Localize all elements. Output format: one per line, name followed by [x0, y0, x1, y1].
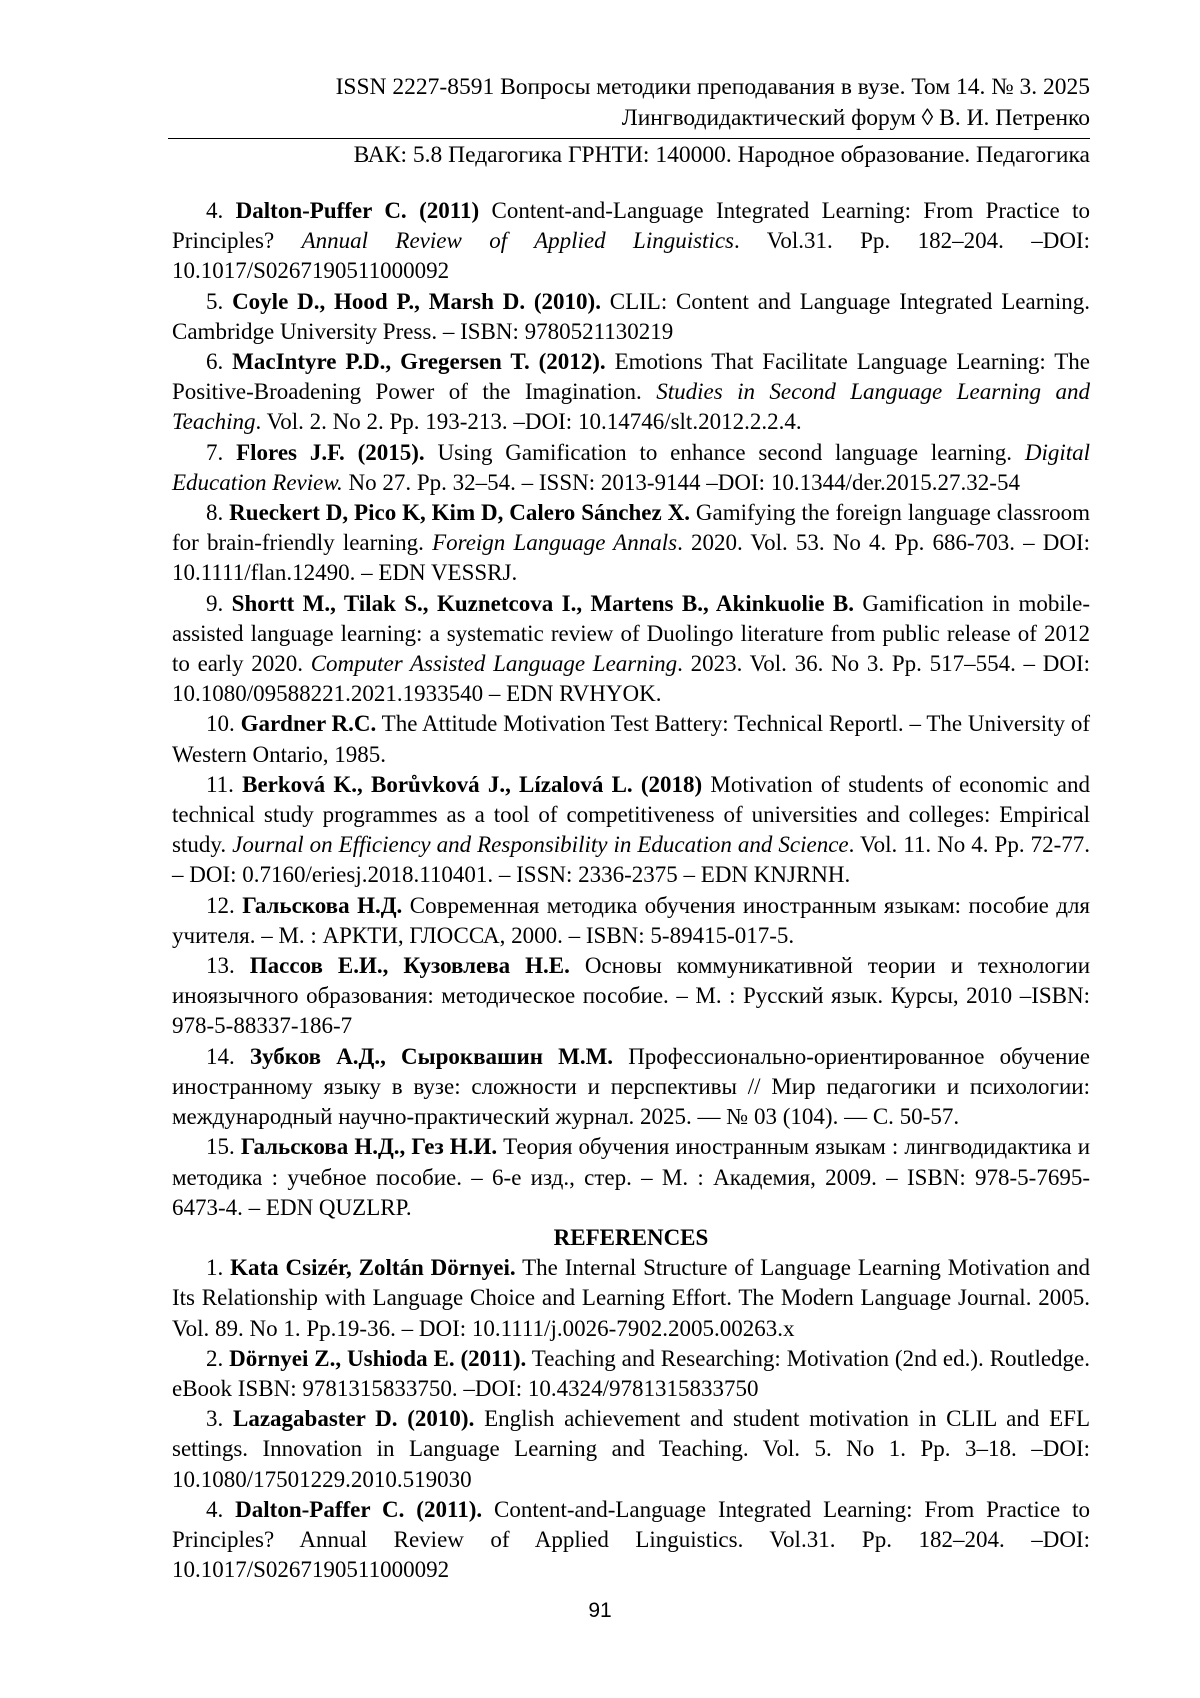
reference-number: 10. — [206, 711, 235, 737]
reference-text: Основы коммуникативной теории и технологии иноязычного образования: методическое пособие. – М. : Русский язык. Курсы, 2010 –ISBN: 978-5-88337-186-7 — [172, 953, 1091, 1039]
reference-source: Computer Assisted Language Learning — [310, 651, 678, 677]
reference-number: 3. — [206, 1406, 224, 1432]
reference-number: 15. — [206, 1134, 235, 1160]
bibliography — [172, 196, 1090, 1585]
reference-authors: Shortt M., Tilak S., Kuznetcova I., Martens B., Akinkuolie B. — [231, 590, 855, 616]
reference-text: Gamification in mobile-assisted language learning: a systematic review of Duolingo literature from public release of 2012 to early 2020. — [172, 590, 1090, 677]
reference-text: Content-and-Language Integrated Learning: From Practice to Principles? Annual Review of Applied Linguistics. Vol.31. Pp. 182–204. –DOI: 10.1017/S0267190511000092 — [172, 1496, 1090, 1583]
reference-text: The Internal Structure of Language Learning Motivation and Its Relationship with Language Choice and Learning Effort. The Modern Language Journal. 2005. Vol. 89. No 1. Pp.19-36. – DOI: 10.1111/j.0026-7902.2005.00263.x — [172, 1255, 1091, 1341]
reference-text: Using Gamification to enhance second language learning. — [424, 439, 1025, 465]
reference-text: Motivation of students of economic and technical study programmes as a tool of competitiveness of universities and colleges: Empirical study. — [172, 771, 1091, 858]
reference-text: Teaching and Researching: Motivation (2nd ed.). Routledge. eBook ISBN: 9781315833750. –DOI: 10.4324/9781315833750 — [172, 1345, 1090, 1401]
section-author-line: Лингводидактический форум ◊ В. И. Петренко — [621, 105, 1090, 131]
reference-item — [172, 438, 1090, 498]
reference-details: No 27. Pp. 32–54. – ISSN: 2013-9144 –DOI: 10.1344/der.2015.27.32-54 — [342, 469, 1020, 495]
reference-authors: Гальскова Н.Д. — [242, 892, 403, 918]
reference-number: 5. — [206, 288, 224, 314]
reference-item — [172, 347, 1090, 438]
reference-authors: Dörnyei Z., Ushioda E. (2011). — [229, 1345, 527, 1371]
reference-text: English achievement and student motivation in CLIL and EFL settings. Innovation in Language Learning and Teaching. Vol. 5. No 1. Pp. 3–18. –DOI: 10.1080/17501229.2010.519030 — [172, 1406, 1090, 1492]
reference-details: . 2023. Vol. 36. No 3. Pp. 517–554. – DOI: 10.1080/09588221.2021.1933540 – EDN RVHYOK. — [172, 651, 1090, 707]
page-number: 91 — [588, 1599, 612, 1622]
reference-number: 11. — [206, 771, 234, 797]
reference-details: . 2020. Vol. 53. No 4. Pp. 686-703. – DOI: 10.1111/flan.12490. – EDN VESSRJ. — [172, 530, 1090, 586]
reference-number: 4. — [206, 198, 224, 223]
reference-item — [172, 951, 1090, 1042]
reference-item — [172, 1344, 1090, 1404]
reference-item — [172, 287, 1090, 347]
reference-authors: Rueckert D, Pico K, Kim D, Calero Sánchez X. — [229, 500, 690, 526]
reference-authors: Flores J.F. (2015). — [236, 439, 425, 465]
reference-item — [172, 709, 1090, 769]
reference-number: 12. — [206, 892, 235, 918]
references-list-ru — [172, 196, 1090, 1223]
references-list-en — [172, 1253, 1090, 1585]
reference-authors: Kata Csizér, Zoltán Dörnyei. — [230, 1255, 516, 1281]
reference-item — [172, 1495, 1090, 1586]
reference-text: Теория обучения иностранным языкам : лингводидактика и методика : учебное пособие. – 6-е изд., стер. – М. : Академия, 2009. – ISBN: 978-5-7695-6473-4. – EDN QUZLRP. — [172, 1134, 1090, 1220]
reference-item — [172, 589, 1090, 710]
reference-item — [172, 1042, 1090, 1133]
reference-number: 8. — [206, 500, 224, 526]
reference-authors: Гальскова Н.Д., Гез Н.И. — [240, 1134, 498, 1160]
reference-text: Профессионально-ориентированное обучение иностранному языку в вузе: сложности и перспективы // Мир педагогики и психологии: международный научно-практический журнал. 2025. — № 03 (104). — С. 50-57. — [172, 1043, 1091, 1130]
reference-authors: Пассов Е.И., Кузовлева Н.Е. — [249, 953, 570, 979]
reference-number: 4. — [206, 1496, 224, 1522]
reference-number: 7. — [206, 439, 224, 465]
reference-number: 2. — [206, 1345, 230, 1371]
reference-authors: Зубков А.Д., Сыроквашин М.М. — [249, 1043, 614, 1069]
reference-item — [172, 891, 1090, 951]
classification-line: ВАК: 5.8 Педагогика ГРНТИ: 140000. Народное образование. Педагогика — [353, 142, 1090, 168]
reference-source: Digital Education Review. — [172, 439, 1091, 495]
reference-text: CLIL: Content and Language Integrated Learning. Cambridge University Press. – ISBN: 9780521130219 — [172, 288, 1090, 344]
reference-item — [172, 770, 1090, 891]
reference-text: Content-and-Language Integrated Learning: From Practice to Principles? — [172, 198, 1090, 254]
reference-authors: Coyle D., Hood P., Marsh D. (2010). — [232, 288, 601, 314]
reference-source: Journal on Efficiency and Responsibility in Education and Science — [232, 832, 849, 858]
running-header — [168, 72, 1090, 134]
reference-authors: Dalton-Paffer C. (2011). — [235, 1496, 483, 1522]
header-divider — [168, 138, 1090, 139]
reference-text: Emotions That Facilitate Language Learning: The Positive-Broadening Power of the Imagination. — [172, 349, 1091, 405]
reference-authors: Lazagabaster D. (2010). — [232, 1406, 475, 1432]
reference-item — [172, 1253, 1090, 1344]
reference-item — [172, 196, 1090, 287]
reference-authors: Berková K., Borůvková J., Lízalová L. (2018) — [242, 771, 703, 797]
reference-authors: Gardner R.C. — [240, 711, 377, 737]
reference-authors: MacIntyre P.D., Gregersen T. (2012). — [232, 349, 606, 375]
reference-number: 14. — [206, 1043, 235, 1069]
reference-number: 1. — [206, 1255, 224, 1281]
reference-details: . Vol. 11. No 4. Pp. 72-77. – DOI: 0.7160/eriesj.2018.110401. – ISSN: 2336-2375 – EDN KNJRNH. — [172, 832, 1090, 888]
reference-source: Annual Review of Applied Linguistics — [301, 228, 734, 254]
reference-item — [172, 498, 1090, 589]
references-heading: REFERENCES — [553, 1224, 709, 1250]
reference-text: Современная методика обучения иностранным языкам: пособие для учителя. – М. : АРКТИ, ГЛОССА, 2000. – ISBN: 5-89415-017-5. — [172, 892, 1091, 948]
reference-authors: Dalton-Puffer C. (2011) — [235, 198, 480, 223]
reference-text: The Attitude Motivation Test Battery: Technical Reportl. – The University of Western Ontario, 1985. — [172, 711, 1090, 767]
reference-source: Foreign Language Annals — [432, 530, 678, 556]
reference-source: Studies in Second Language Learning and Teaching — [172, 379, 1090, 435]
journal-title-line: ISSN 2227-8591 Вопросы методики преподавания в вузе. Том 14. № 3. 2025 — [335, 74, 1090, 100]
reference-item — [172, 1404, 1090, 1495]
reference-details: . Vol. 2. No 2. Pp. 193-213. –DOI: 10.14746/slt.2012.2.2.4. — [255, 409, 802, 435]
reference-number: 13. — [206, 953, 235, 979]
reference-item — [172, 1132, 1090, 1223]
reference-text: Gamifying the foreign language classroom for brain-friendly learning. — [172, 500, 1091, 556]
reference-number: 6. — [206, 349, 224, 375]
reference-details: . Vol.31. Pp. 182–204. –DOI: 10.1017/S0267190511000092 — [172, 228, 1090, 284]
reference-number: 9. — [206, 590, 224, 616]
